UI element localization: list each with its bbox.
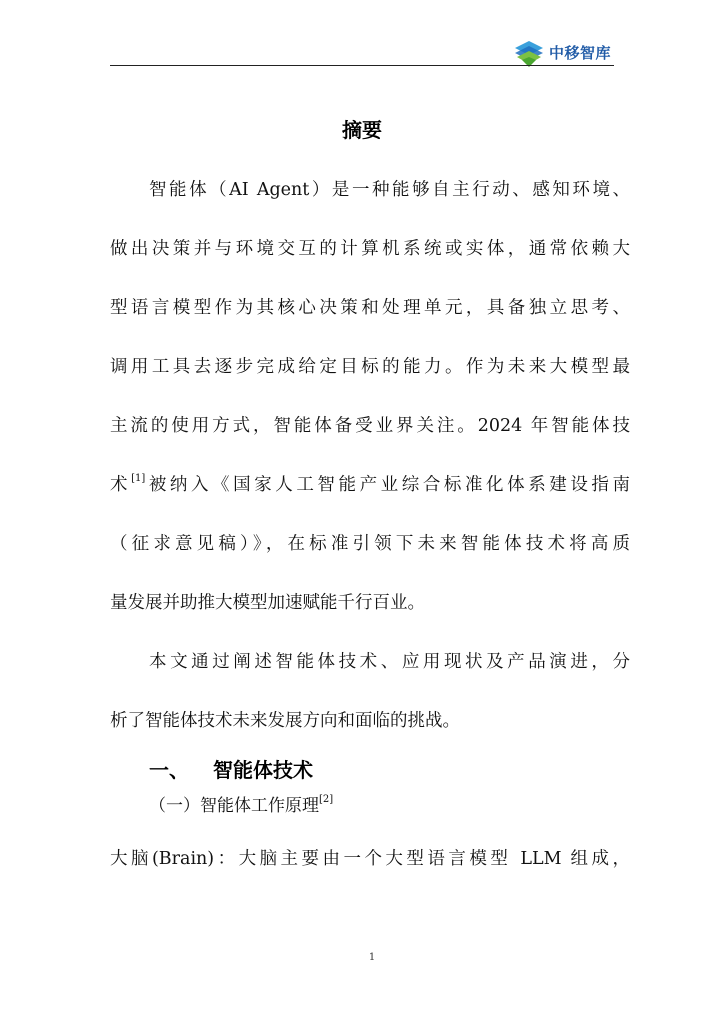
citation-ref: [1] — [131, 473, 146, 484]
abstract-line: 做出决策并与环境交互的计算机系统或实体，通常依赖大 — [110, 239, 630, 259]
abstract-line: 智能体（AI Agent）是一种能够自主行动、感知环境、 — [149, 180, 630, 200]
section-title: 智能体技术 — [213, 758, 313, 782]
abstract-line-prefix: 术 — [110, 475, 132, 495]
page-title: 摘要 — [342, 118, 382, 142]
china-mobile-logo-icon — [512, 36, 546, 68]
abstract-line: 析了智能体技术未来发展方向和面临的挑战。 — [110, 711, 460, 731]
section-heading — [149, 754, 313, 783]
logo-text: 中移智库 — [549, 43, 612, 62]
subsection-heading — [149, 795, 333, 817]
page-number: 1 — [368, 952, 376, 963]
subsection-title: （一）智能体工作原理 — [149, 796, 319, 816]
abstract-line: 本文通过阐述智能体技术、应用现状及产品演进，分 — [149, 652, 630, 672]
abstract-line: 主流的使用方式，智能体备受业界关注。2024 年智能体技 — [110, 416, 630, 436]
abstract-line: 量发展并助推大模型加速赋能千行百业。 — [110, 593, 425, 613]
body-line: 大脑(Brain)：大脑主要由一个大型语言模型 LLM 组成， — [110, 849, 630, 869]
abstract-line — [110, 474, 630, 496]
abstract-line: （征求意见稿）》，在标准引领下未来智能体技术将高质 — [110, 534, 630, 554]
abstract-line-text: 被纳入《国家人工智能产业综合标准化体系建设指南 — [145, 475, 631, 495]
citation-ref: [2] — [319, 794, 334, 805]
section-number: 一、 — [149, 758, 189, 782]
abstract-line: 调用工具去逐步完成给定目标的能力。作为未来大模型最 — [110, 357, 630, 377]
abstract-line: 型语言模型作为其核心决策和处理单元，具备独立思考、 — [110, 298, 630, 318]
header-rule — [110, 65, 614, 66]
header-logo — [512, 36, 611, 68]
